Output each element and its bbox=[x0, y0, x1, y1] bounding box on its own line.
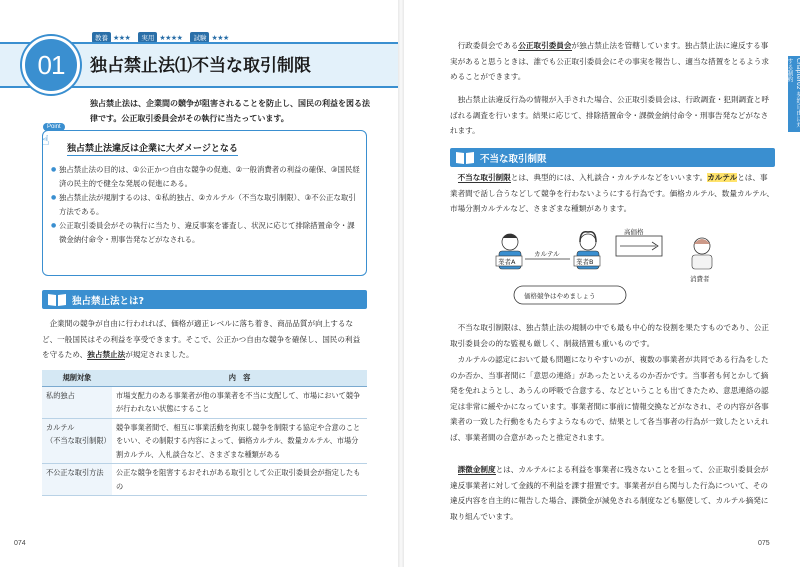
pointing-hand-icon: ☝ bbox=[41, 133, 50, 149]
section-heading bbox=[450, 148, 775, 167]
label-business-a: 業者A bbox=[498, 258, 516, 266]
section-title: 不当な取引制限 bbox=[480, 153, 547, 165]
table-header: 内 容 bbox=[112, 370, 367, 386]
text-segment: 企業間の競争が自由に行われれば、価格が適正レベルに落ち着き、商品品質が向上するなど、一般国民はその利益を享受できます。そこで、公正かつ自由な競争を確保し、国民の利益を守るため、 bbox=[42, 319, 361, 359]
bubble-text: 価格競争はやめましょう bbox=[524, 292, 596, 300]
list-item: ● 独占禁止法の目的は、①公正かつ自由な競争の促進、②一般消費者の利益の確保、③国民経済の民主的で健全な発展の促進にある。 bbox=[51, 163, 361, 191]
point-box bbox=[41, 124, 367, 276]
text-segment: 行政委員会である bbox=[457, 41, 519, 50]
section-heading bbox=[42, 290, 367, 309]
point-heading: 独占禁止法違反は企業に大ダメージとなる bbox=[67, 141, 238, 156]
consumer-icon bbox=[692, 238, 712, 269]
body-paragraph: 不当な取引制限は、独占禁止法の規制の中でも最も中心的な役割を果たすものであり、公正取引委員会の的な監視も厳しく、制裁措置も重いものです。 bbox=[450, 323, 769, 348]
intro-text: 独占禁止法は、企業間の競争が阻害されることを防止し、国民の利益を図る法律です。公正取引委員会がその執行に当たっています。 bbox=[90, 99, 370, 123]
text-segment: が独占禁止法を管轄しています。独占禁止法に違反する事実があると思うときは、誰でも公正取引委員会にその事実を報告し、適当な措置をとるよう求めることができます。 bbox=[450, 41, 769, 81]
body-paragraph: カルテルの認定において最も問題になりやすいのが、複数の事業者が共同である行為をしたのか否か、当事者間に「意思の連絡」があったといえるのか否かです。当事者も何とかして摘発を免れようとし、あうんの呼吸で合意する、などということも出てきたため、意思連絡の認定は非常に緩やかになっています。事業者間に事前に情報交換などがなされ、その内容が各事業者の一致した行動をもたらすようなもので、結果として各当事者の行為が一致したといえれば、事業者間の合意があったと推定されます。 bbox=[450, 355, 769, 442]
badge-label: 教養 bbox=[92, 32, 111, 43]
left-page bbox=[0, 0, 398, 567]
badge-label: 試験 bbox=[190, 32, 209, 43]
body-paragraph: 独占禁止法違反行為の情報が入手された場合、公正取引委員会は、行政調査・犯則調査と呼ばれる調査を行います。結果に応じて、排除措置命令・課徴金納付命令・刑事告発などがなされます。 bbox=[450, 95, 769, 135]
text-segment: とは、カルテルによる利益を事業者に残さないことを狙って、公正取引委員会が違反事業者に対して金銭的不利益を課す措置です。事業者が自ら関与した行為について、その違反内容を自主的に報告した場合、課徴金が減免される制度なども駆使して、カルテル摘発に取り組んでいます。 bbox=[450, 465, 769, 521]
table-cell-key: 私的独占 bbox=[42, 386, 112, 418]
page-number: 074 bbox=[14, 540, 26, 547]
badge-stars: ★★★ bbox=[211, 33, 229, 42]
open-book-icon bbox=[46, 292, 68, 307]
table-row bbox=[42, 386, 367, 418]
body-paragraph bbox=[450, 38, 775, 85]
badge-label: 実用 bbox=[138, 32, 157, 43]
bold-term: 独占禁止法 bbox=[87, 350, 126, 359]
bold-term: 公正取引委員会 bbox=[518, 41, 572, 50]
text-segment: とは、典型的には、入札談合・カルテルなどをいいます。 bbox=[510, 173, 708, 182]
table-cell-key: 不公正な取引方法 bbox=[42, 464, 112, 496]
body-paragraph bbox=[450, 462, 775, 524]
bold-term: 課徴金制度 bbox=[457, 465, 496, 474]
highlighted-term: カルテル bbox=[707, 173, 738, 182]
chapter-side-tab: Chapter02 契約自由に対する制約 bbox=[788, 56, 800, 132]
text-segment: とは、事業者間で話し合うなどして競争を行わないようにする行為です。価格カルテル、数量カルテル、市場分割カルテルなど、さまざまな種類があります。 bbox=[450, 173, 774, 213]
point-tag: Point bbox=[43, 123, 65, 131]
table-header: 規制対象 bbox=[42, 370, 112, 386]
table-cell-value: 競争事業者間で、相互に事業活動を拘束し競争を制限する協定や合意のことをいい、その制限する内容によって、価格カルテル、数量カルテル、市場分割カルテル、入札談合など、さまざまな種類がある bbox=[112, 418, 367, 464]
body-paragraph bbox=[450, 170, 775, 217]
point-list bbox=[51, 163, 361, 247]
page-title: 独占禁止法⑴不当な取引制限 bbox=[90, 56, 311, 76]
body-paragraph bbox=[42, 316, 367, 363]
open-book-icon bbox=[454, 150, 476, 165]
table-cell-key: カルテル （不当な取引制限） bbox=[42, 418, 112, 464]
text-segment: が規定されました。 bbox=[125, 350, 194, 359]
cartel-illustration bbox=[470, 226, 750, 312]
list-item: ● 独占禁止法が規制するのは、①私的独占、②カルテル（不当な取引制限）、③不公正な取引方法である。 bbox=[51, 191, 361, 219]
badge-stars: ★★★ bbox=[113, 33, 131, 42]
table-cell-value: 公正な競争を阻害するおそれがある取引として公正取引委員会が指定したもの bbox=[112, 464, 367, 496]
label-cartel: カルテル bbox=[534, 250, 560, 258]
right-page bbox=[404, 0, 800, 567]
list-item: ● 公正取引委員会がその執行に当たり、違反事案を審査し、状況に応じて排除措置命令・課徴金納付命令・刑事告発などがなされる。 bbox=[51, 219, 361, 247]
chapter-number: 01 bbox=[22, 36, 80, 94]
table-row bbox=[42, 418, 367, 464]
regulation-table bbox=[42, 370, 367, 496]
table-row bbox=[42, 464, 367, 496]
label-business-b: 業者B bbox=[576, 258, 594, 266]
label-high-price: 高価格 bbox=[624, 228, 644, 236]
table-header-row bbox=[42, 370, 367, 386]
label-consumer: 消費者 bbox=[690, 275, 710, 283]
badge-stars: ★★★★ bbox=[159, 33, 183, 42]
table-cell-value: 市場支配力のある事業者が他の事業者を不当に支配して、市場において競争が行われない状態にすること bbox=[112, 386, 367, 418]
section-title: 独占禁止法とは? bbox=[72, 295, 145, 307]
page-number: 075 bbox=[758, 540, 770, 547]
bold-term: 不当な取引制限 bbox=[457, 173, 511, 182]
